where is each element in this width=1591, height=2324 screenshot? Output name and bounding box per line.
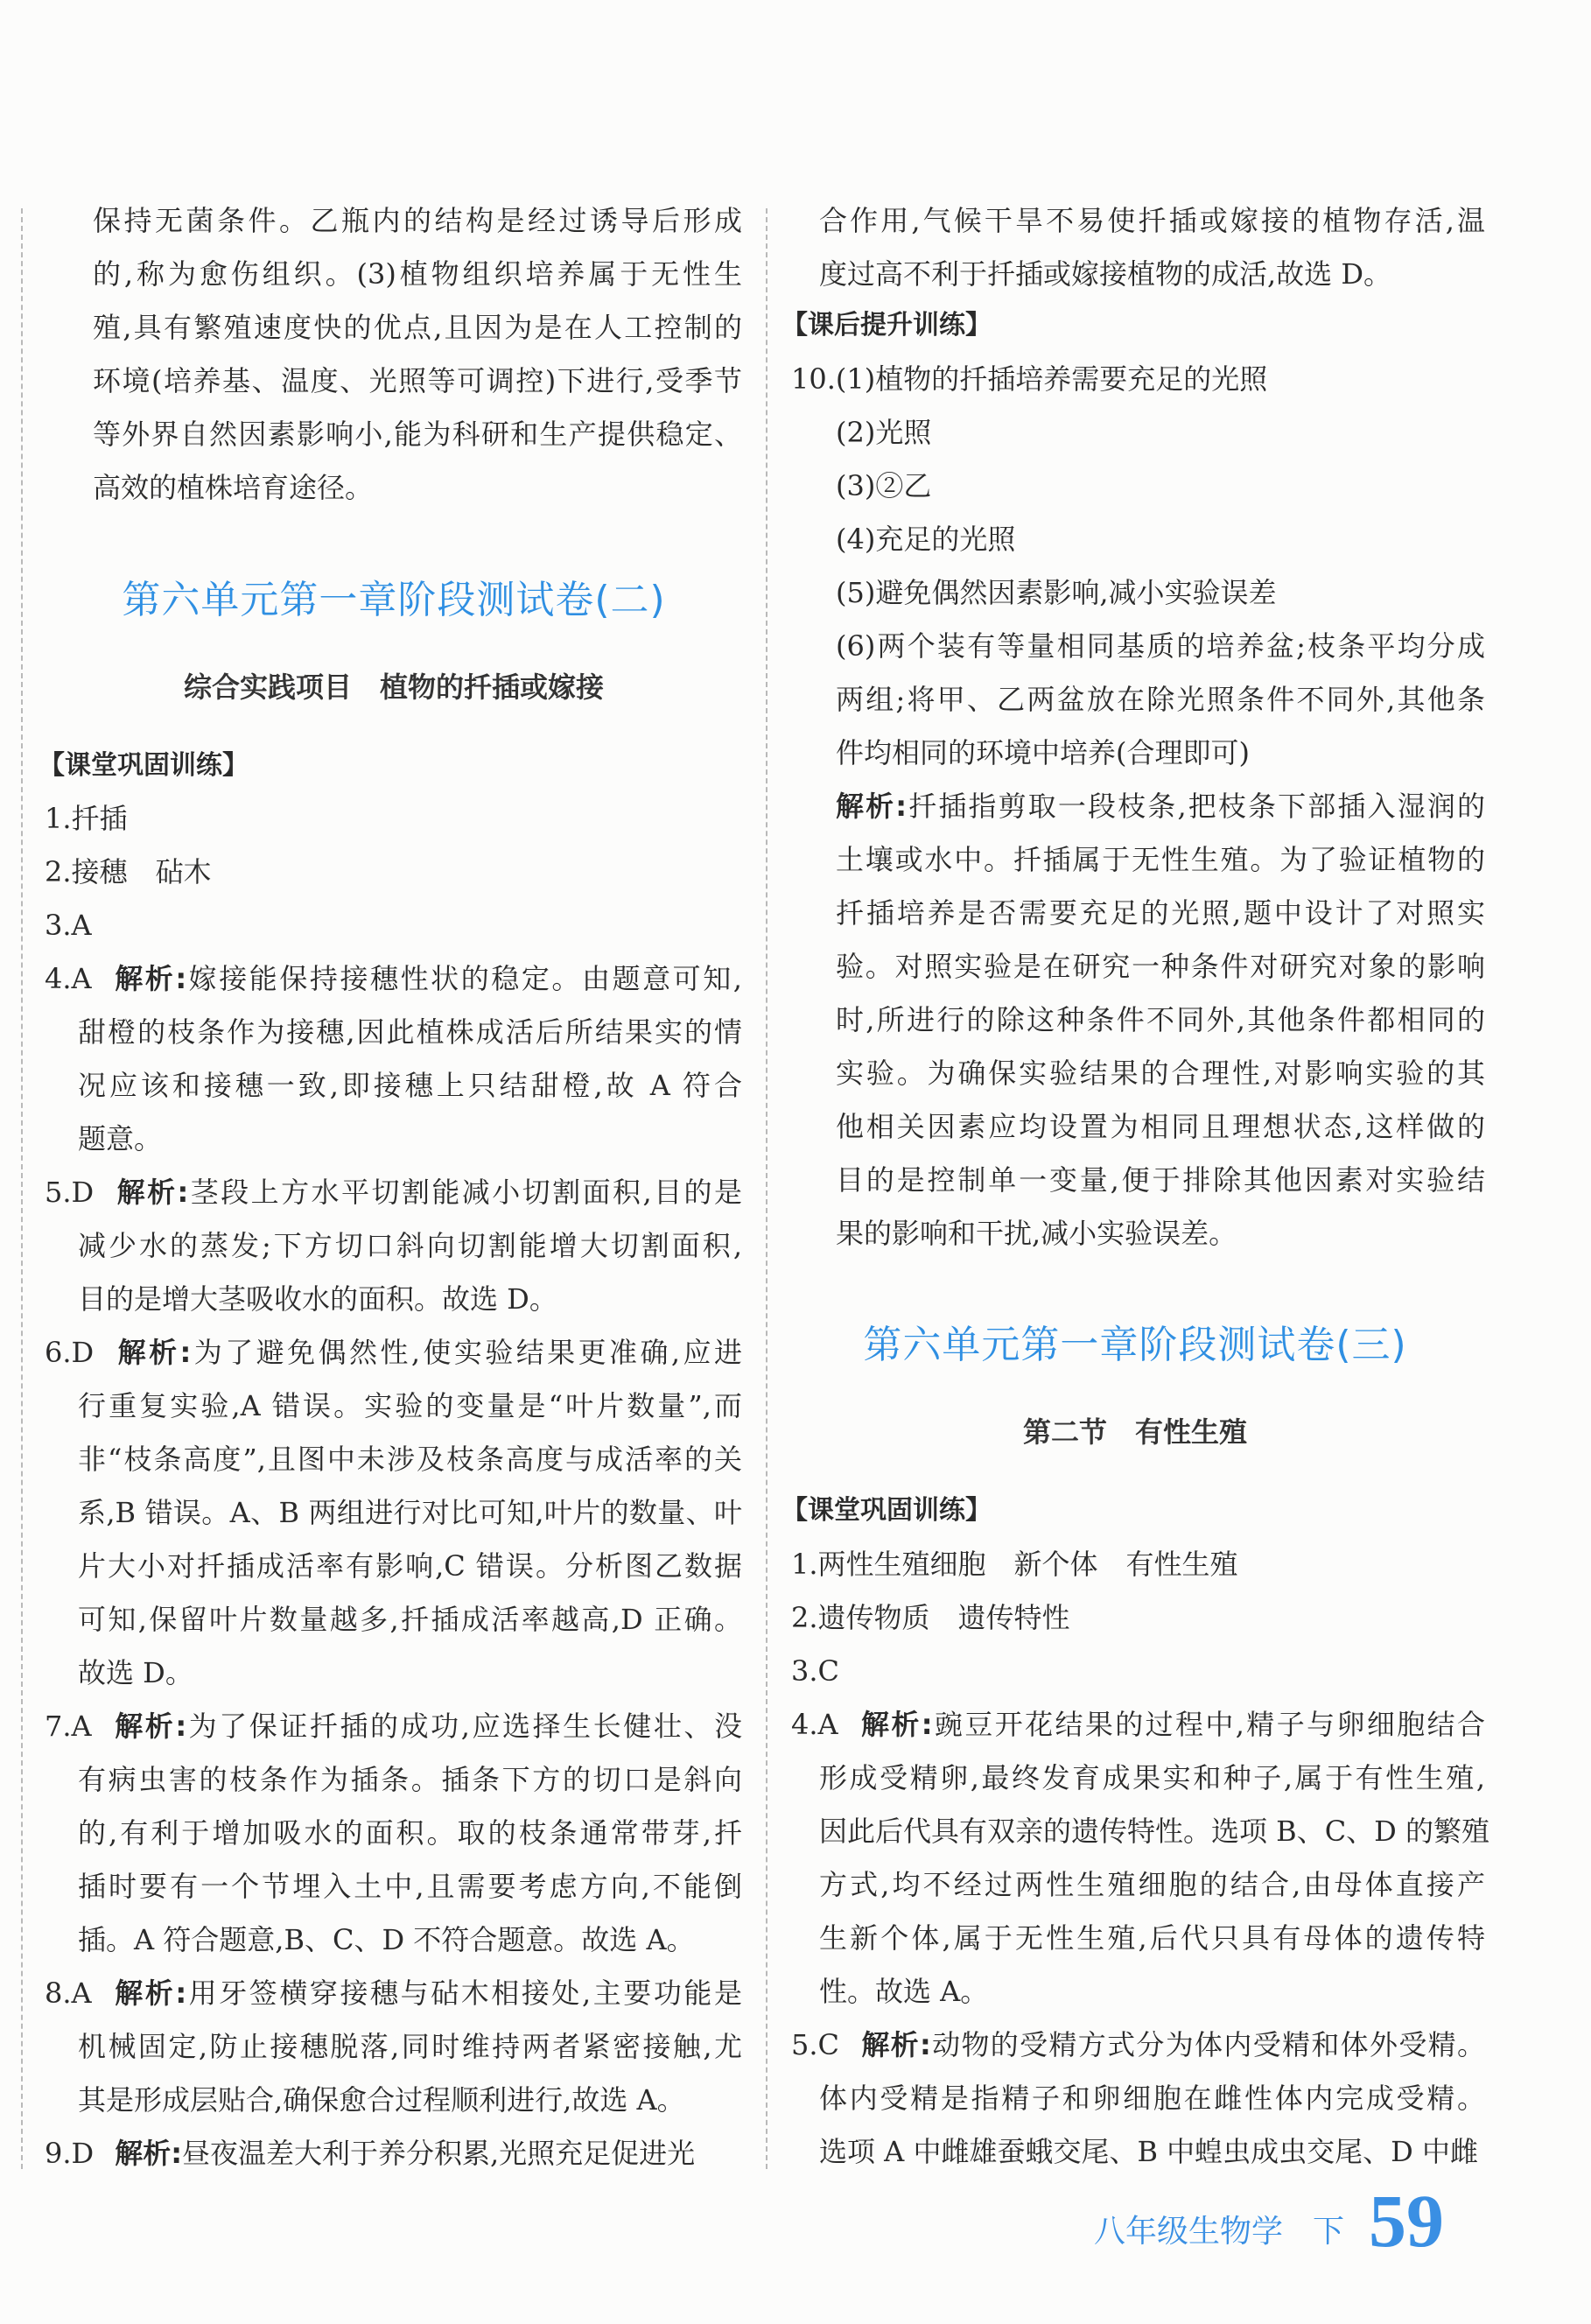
answer-text: 用牙签横穿接穗与砧木相接处,主要功能是 [186,1976,742,2010]
text: 验。对照实验是在研究一种条件对研究对象的影响 [836,950,1485,983]
analysis-label: 解析: [115,1336,192,1369]
analysis-line [836,1100,1485,1154]
answer-text: 动物的受精方式分为体内受精和体外受精。 [930,2028,1485,2061]
text: 行重复实验,A 错误。实验的变量是“叶片数量”,而 [78,1389,742,1422]
answer-text: 扦插 [71,802,128,835]
text: 其是形成层贴合,确保愈合过程顺利进行,故选 A。 [78,2083,685,2117]
answer-line [78,1059,742,1113]
analysis-label: 解析: [115,2137,182,2170]
answer-line [819,1965,1485,2019]
section-title-right: 第六单元第一章阶段测试卷(三) [863,1323,1407,1367]
answer-line [819,1858,1485,1912]
answer-line [836,673,1485,727]
analysis-label: 解析: [112,1976,187,2010]
text: (5)避免偶然因素影响,减小实验误差 [836,576,1277,609]
answer-choice: A [71,962,92,995]
question-number: 2. [791,1601,818,1634]
carryover-line [93,408,742,461]
analysis-label: 解析: [115,1176,189,1209]
answer-item [45,792,742,846]
text: 的,有利于增加吸水的面积。取的枝条通常带芽,扦 [78,1816,742,1850]
text: 的,称为愈伤组织。(3)植物组织培养属于无性生 [93,257,742,291]
answer-choice: A [71,1710,92,1743]
text: 形成受精卵,最终发育成果实和种子,属于有性生殖, [819,1761,1485,1794]
question-number: 3. [791,1654,818,1688]
question-number: 5. [45,1176,72,1209]
answer-text: 为了保证扦插的成功,应选择生长健壮、没 [186,1710,742,1743]
question-number: 8. [45,1976,72,2010]
question-number: 3. [45,909,72,942]
answer-item [45,952,742,1006]
text: 生新个体,属于无性生殖,后代只具有母体的遗传特 [819,1921,1485,1955]
text: 体内受精是指精子和卵细胞在雌性体内完成受精。 [819,2082,1485,2115]
text: (6)两个装有等量相同基质的培养盆;枝条平均分成 [836,629,1485,663]
left-margin-dashed-line [21,208,23,2169]
text: 系,B 错误。A、B 两组进行对比可知,叶片的数量、叶 [78,1496,742,1529]
answer-text: 嫁接能保持接穗性状的稳定。由题意可知, [186,962,742,995]
answer-line [78,1646,742,1700]
answer-choice: D [71,1336,95,1369]
carryover-line [819,194,1485,248]
carryover-line [93,461,742,515]
analysis-label: 解析: [112,1710,187,1743]
answer-line [78,2020,742,2074]
question-number: 6. [45,1336,72,1369]
answer-line [78,1860,742,1913]
text: (1)植物的扦插培养需要充足的光照 [835,362,1268,396]
text: 插。A 符合题意,B、C、D 不符合题意。故选 A。 [78,1923,695,1956]
analysis-label: 解析: [836,790,908,823]
answer-item [791,1591,1485,1645]
question-number: 1. [791,1548,818,1581]
carryover-line [93,355,742,408]
section-subtitle-right: 第二节 有性生殖 [1022,1415,1247,1449]
analysis-line [836,1047,1485,1100]
answer-line [819,1805,1490,1858]
text: 度过高不利于扦插或嫁接植物的成活,故选 D。 [819,257,1392,291]
analysis-line [836,1207,1485,1260]
answer-line [819,2125,1485,2179]
analysis-line [836,993,1485,1047]
answer-item [45,1166,742,1219]
page-footer [1094,2179,1445,2263]
answer-item [45,2127,742,2180]
text: 方式,均不经过两性生殖细胞的结合,由母体直接产 [819,1868,1485,1901]
section-heading-left: 【课堂巩固训练】 [39,750,249,781]
text: 保持无菌条件。乙瓶内的结构是经过诱导后形成 [93,204,742,237]
answer-item [791,1645,1485,1698]
answer-line [78,1113,742,1166]
answer-line [819,2072,1485,2125]
text: 高效的植株培育途径。 [93,471,374,504]
answer-line [78,1807,742,1860]
analysis-label: 解析: [112,962,187,995]
text: 时,所进行的除这种条件不同外,其他条件都相同的 [836,1003,1485,1036]
text: 件均相同的环境中培养(合理即可) [836,736,1250,769]
text: 题意。 [78,1122,163,1155]
analysis-label: 解析: [860,2028,931,2061]
answer-choice: C [817,2028,840,2061]
carryover-line [93,301,742,355]
analysis-label: 解析: [859,1708,933,1741]
answer-item [791,1698,1485,1752]
section-heading-after-class: 【课后提升训练】 [781,310,992,341]
text: 插时要有一个节埋入土中,且需要考虑方向,不能倒 [78,1870,742,1903]
answer-choice: D [71,1176,95,1209]
answer-line [836,727,1485,780]
section-heading-right: 【课堂巩固训练】 [781,1495,992,1526]
question-number: 10. [791,362,836,396]
footer-subject: 八年级生物学 [1094,2214,1284,2250]
answer-line [78,1433,742,1486]
analysis-line [836,940,1485,993]
answer-item [791,353,1485,406]
text: 目的是增大茎吸收水的面积。故选 D。 [78,1282,557,1316]
text: 片大小对扦插成活率有影响,C 错误。分析图乙数据 [78,1549,742,1583]
answer-line [78,1273,742,1326]
answer-line [78,1540,742,1593]
answer-text: 茎段上方水平切割能减小切割面积,目的是 [188,1176,742,1209]
question-number: 5. [791,2028,818,2061]
text: (4)充足的光照 [836,523,1016,556]
answer-text: 接穗 砧木 [71,855,212,888]
text: 土壤或水中。扦插属于无性生殖。为了验证植物的 [836,843,1485,876]
question-number: 4. [45,962,72,995]
answer-line [78,1753,742,1807]
answer-line [78,1380,742,1433]
analysis-line [836,833,1485,887]
text: 扦插指剪取一段枝条,把枝条下部插入湿润的 [907,790,1485,823]
answer-choice: A [817,1708,838,1741]
answer-line [836,460,1485,513]
answer-item [45,1326,742,1380]
answer-text: 豌豆开花结果的过程中,精子与卵细胞结合 [932,1708,1485,1741]
answer-line [78,1219,742,1273]
answer-line [78,1593,742,1646]
answer-text: 两性生殖细胞 新个体 有性生殖 [817,1548,1238,1581]
text: 故选 D。 [78,1656,193,1689]
carryover-line [93,248,742,301]
question-number: 2. [45,855,72,888]
text: 殖,具有繁殖速度快的优点,且因为是在人工控制的 [93,311,742,344]
answer-text: 昼夜温差大利于养分积累,光照充足促进光 [182,2137,696,2170]
section-subtitle-left: 综合实践项目 植物的扦插或嫁接 [183,671,604,704]
answer-item [791,2019,1485,2072]
answer-line [78,1006,742,1059]
text: (2)光照 [836,416,932,449]
answer-text: 遗传物质 遗传特性 [817,1601,1070,1634]
text: 等外界自然因素影响小,能为科研和生产提供稳定、 [93,418,742,451]
answer-line [836,513,1485,566]
answer-choice: D [71,2137,95,2170]
section-title-left: 第六单元第一章阶段测试卷(二) [122,578,666,622]
answer-line [78,1913,742,1967]
text: 环境(培养基、温度、光照等可调控)下进行,受季节 [93,364,742,397]
answer-text: C [817,1654,840,1688]
text: 选项 A 中雌雄蚕蛾交尾、B 中蝗虫成虫交尾、D 中雌 [819,2135,1478,2168]
answer-line [819,1752,1485,1805]
answer-line [836,406,1485,460]
text: 两组;将甲、乙两盆放在除光照条件不同外,其他条 [836,683,1485,716]
text: 减少水的蒸发;下方切口斜向切割能增大切割面积, [78,1229,742,1262]
answer-item [45,1700,742,1753]
analysis-line [836,780,1485,833]
page-number: 59 [1369,2179,1445,2263]
analysis-line [836,1154,1485,1207]
analysis-line [836,887,1485,940]
carryover-line [819,248,1485,301]
text: 甜橙的枝条作为接穗,因此植株成活后所结果实的情 [78,1015,742,1049]
answer-line [78,2074,742,2127]
question-number: 1. [45,802,72,835]
question-number: 9. [45,2137,72,2170]
footer-volume: 下 [1313,2214,1345,2250]
text: (3)②乙 [836,469,932,502]
answer-text: 为了避免偶然性,使实验结果更准确,应进 [191,1336,742,1369]
text: 他相关因素应均设置为相同且理想状态,这样做的 [836,1110,1485,1143]
text: 可知,保留叶片数量越多,扦插成活率越高,D 正确。 [78,1603,742,1636]
answer-line [836,566,1485,620]
answer-item [45,846,742,899]
question-number: 4. [791,1708,818,1741]
text: 因此后代具有双亲的遗传特性。选项 B、C、D 的繁殖 [819,1815,1490,1848]
answer-item [45,1967,742,2020]
question-number: 7. [45,1710,72,1743]
text: 合作用,气候干旱不易使扦插或嫁接的植物存活,温 [819,204,1485,237]
text: 扦插培养是否需要充足的光照,题中设计了对照实 [836,896,1485,930]
answer-item [45,899,742,952]
text: 非“枝条高度”,且图中未涉及枝条高度与成活率的关 [78,1443,742,1476]
text: 目的是控制单一变量,便于排除其他因素对实验结 [836,1163,1485,1197]
carryover-line [93,194,742,248]
text: 有病虫害的枝条作为插条。插条下方的切口是斜向 [78,1763,742,1796]
text: 性。故选 A。 [819,1975,989,2008]
column-divider-dashed-line [766,208,767,2169]
answer-choice: A [71,1976,92,2010]
answer-line [819,1912,1485,1965]
text: 果的影响和干扰,减小实验误差。 [836,1217,1237,1250]
text: 实验。为确保实验结果的合理性,对影响实验的其 [836,1057,1485,1090]
answer-line [836,620,1485,673]
answer-item [791,1538,1485,1591]
text: 机械固定,防止接穗脱落,同时维持两者紧密接触,尤 [78,2030,742,2063]
answer-line [78,1486,742,1540]
answer-text: A [71,909,92,942]
text: 况应该和接穗一致,即接穗上只结甜橙,故 A 符合 [78,1069,742,1102]
